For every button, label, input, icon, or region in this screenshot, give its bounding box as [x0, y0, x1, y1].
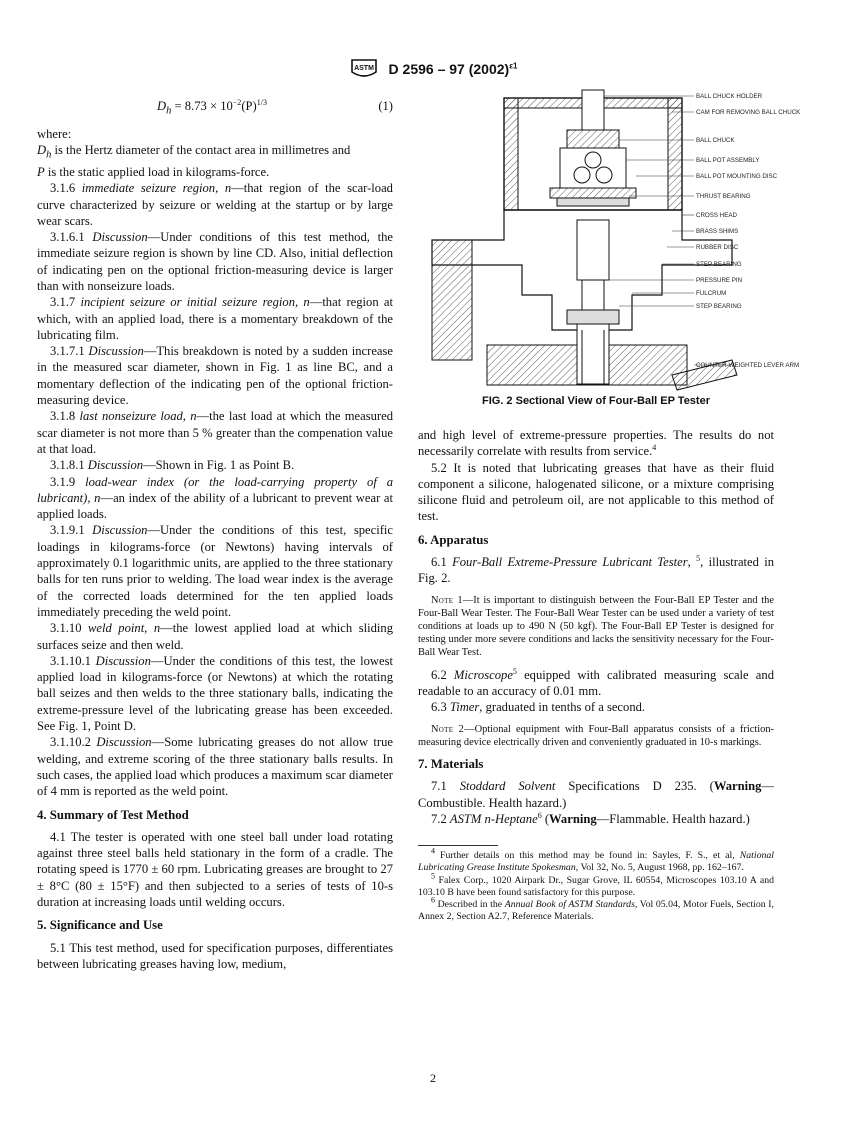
figure-label: CROSS HEAD [696, 212, 737, 219]
section-7-heading: 7. Materials [418, 756, 484, 771]
designation-text: D 2596 – 97 (2002) [388, 61, 510, 77]
stationary-ball-1 [574, 167, 590, 183]
figure-label: RUBBER DISC [696, 244, 739, 251]
where-label: where: [37, 126, 72, 141]
astm-logo-text: ASTM [353, 65, 374, 72]
figure-label: STEP BEARING [696, 261, 742, 268]
def-p-sym: P [37, 164, 45, 179]
note-2: Note 2—Optional equipment with Four-Ball apparatus consists of a friction-measuring device electrically driven and conveniently graduated in 10-s markings. [418, 723, 774, 748]
para-3-1-8-1: 3.1.8.1 Discussion—Shown in Fig. 1 as Point B. [50, 458, 295, 473]
rotating-ball [585, 152, 601, 168]
figure-label: BALL CHUCK [696, 137, 735, 144]
para-5-1: 5.1 This test method, used for specification purposes, differentiates between lubricating greases having low, medium, [37, 940, 393, 971]
para-3-1-10-2: 3.1.10.2 Discussion—Some lubricating greases do not allow true welding, and extreme scoring of the three stationary balls results. In such cases, the applied load which produces a maximum scar diameter of 4 mm is reported as the weld point. [37, 735, 393, 799]
astm-logo [349, 58, 379, 80]
eq-lhs-sub: h [166, 105, 172, 117]
para-3-1-7: 3.1.7 incipient seizure or initial seizure region, n—that region at which, with an applied load, there is a momentary breakdown of the lubricating film. [37, 295, 393, 342]
figure-label: THRUST BEARING [696, 193, 751, 200]
para-6-2: 6.2 Microscope$^5$ equipped with calibrated measuring scale and readable to an accuracy of 0.01 mm. [418, 666, 774, 698]
figure-2-caption: FIG. 2 Sectional View of Four-Ball EP Tester [481, 395, 710, 407]
note-1: Note 1—It is important to distinguish between the Four-Ball EP Tester and the Four-Ball Wear Tester. The Four-Ball Wear Tester can be used under a variety of test conditions at loads up to 490 N (50 kgf). The Four-Ball EP Tester is designed for testing under more severe conditions and lacks the sensitivity necessary for the Four-Ball Wear Test. [418, 594, 774, 659]
figure-label: BALL POT MOUNTING DISC [696, 173, 778, 180]
equation-1 [37, 98, 393, 120]
footnote-rule [418, 845, 498, 846]
figure-label: BALL POT ASSEMBLY [696, 157, 760, 164]
def-dh-sub: h [46, 149, 52, 161]
para-6-3: 6.3 Timer, graduated in tenths of a second. [431, 700, 646, 715]
figure-label: FULCRUM [696, 290, 727, 297]
para-4-1: 4.1 The tester is operated with one steel ball under load rotating against three steel balls held stationary in the form of a cradle. The rotating speed is 1770 ± 60 rpm. Lubricating greases are brought to 27 ± 8°C (80 ± 15°F) and then subjected to a series of tests of 10-s duration at increasing loads until welding occurs. [37, 829, 393, 909]
frame-left [432, 240, 472, 360]
thrust-bearing [557, 198, 629, 206]
eq-mid: (P) [241, 99, 257, 113]
def-p [37, 164, 393, 180]
para-6-1: 6.1 Four-Ball Extreme-Pressure Lubricant Tester, $^5$, illustrated in Fig. 2. [418, 553, 775, 586]
para-3-1-10: 3.1.10 weld point, n—the lowest applied load at which sliding surfaces seize and then weld. [37, 621, 393, 652]
pressure-pin-housing [577, 220, 609, 280]
figure-label: BRASS SHIMS [696, 228, 739, 235]
pressure-pin [582, 280, 604, 310]
para-3-1-8: 3.1.8 last nonseizure load, n—the last load at which the measured scar diameter is not more than 5 % greater than the compenation value at that load. [37, 409, 394, 456]
eq-lhs: D [157, 99, 167, 113]
figure-label: COUNTER-WEIGHTED LEVER ARM [696, 362, 800, 369]
section-6-heading: 6. Apparatus [418, 532, 489, 547]
para-7-1: 7.1 Stoddard Solvent Specifications D 235. (Warning—Combustible. Health hazard.) [418, 779, 775, 810]
designation [389, 61, 518, 77]
step-bearing [567, 310, 619, 324]
stationary-ball-2 [596, 167, 612, 183]
section-4-heading: 4. Summary of Test Method [37, 807, 189, 822]
designation-sup: ε1 [509, 61, 518, 71]
para-3-1-7-1: 3.1.7.1 Discussion—This breakdown is noted by a sudden increase in the measured scar diameter, shown in Fig. 1 as line BC, and a momentary deflection of the indicating pen of the optional friction-measuring device. [37, 344, 394, 408]
figure-label: BALL CHUCK HOLDER [696, 93, 763, 100]
page-number: 2 [430, 1071, 436, 1085]
eq-number: (1) [378, 99, 393, 113]
para-5-2: 5.2 It is noted that lubricating greases that have as their fluid component a silicone, halogenated silicone, or a mixture comprising silicone fluid and petroleum oil, are not applicable to this method of test. [418, 460, 774, 524]
left-column [37, 98, 393, 972]
def-p-text: is the static applied load in kilograms-force. [44, 164, 270, 179]
para-3-1-9-1: 3.1.9.1 Discussion—Under the conditions of this test, specific loadings in kilograms-force (or Newtons) having intervals of approximately 0.1 logarithmic units, are applied to the three stationary balls for ten runs prior to welding. The load wear index is the average of the corrected loads determined for the ten applied loads immediately preceding the weld point. [37, 523, 394, 619]
para-3-1-10-1: 3.1.10.1 Discussion—Under the conditions of this test, the lowest applied load in kilograms-force (or Newtons) at which the rotating ball seizes and then welds to the three stationary balls, indicating the extreme-pressure level of the lubricating grease has been exceeded. See Fig. 1, Point D. [37, 653, 393, 734]
def-dh-sym: D [37, 143, 47, 158]
housing-left-wall [504, 98, 518, 210]
page-header [0, 58, 866, 80]
para-5-1-cont: and high level of extreme-pressure properties. The results do not necessarily correlate with results from service.$^4$ [418, 428, 774, 459]
eq-exp1: −2 [232, 97, 242, 107]
ball-chuck [567, 130, 619, 148]
figure-labels [696, 93, 801, 369]
para-3-1-6: 3.1.6 immediate seizure region, n—that region of the scar-load curve characterized by seizure or welding at the startup or by large wear scars. [37, 181, 393, 228]
mounting-disc [550, 188, 636, 198]
figure-label: CAM FOR REMOVING BALL CHUCK [696, 109, 801, 116]
para-7-2: 7.2 ASTM n-Heptane$^6$ (Warning—Flammable. Health hazard.) [431, 810, 750, 826]
footnote-6: $^6$ Described in the Annual Book of ASTM Standards, Vol 05.04, Motor Fuels, Section I, Annex 2, Section A2.7, Reference Materials. [418, 895, 774, 923]
figure-label: PRESSURE PIN [696, 277, 743, 284]
eq-rhs: = 8.73 × 10 [171, 99, 233, 113]
eq-exp2: 1/3 [256, 97, 267, 107]
footnote-4: $^4$ Further details on this method may be found in: Sayles, F. S., et al, National Lubricating Grease Institute Spokesman, Vol 32, No. 5, August 1968, pp. 162–167. [418, 846, 774, 874]
housing-right-wall [668, 98, 682, 210]
spindle [582, 90, 604, 130]
section-5-heading: 5. Significance and Use [37, 918, 163, 933]
figure-2-sectional-view [432, 90, 801, 396]
para-3-1-9: 3.1.9 load-wear index (or the load-carrying property of a lubricant), n—an index of the ability of a lubricant to prevent wear at applied loads. [37, 474, 394, 522]
para-3-1-6-1: 3.1.6.1 Discussion—Under conditions of this test method, the immediate seizure region is shown by line CD. Also, initial deflection of indicating pen on the optional friction-measuring device is larger than with nonseizure loads. [37, 230, 393, 293]
def-dh [37, 142, 393, 164]
figure-label: STEP BEARING [696, 303, 742, 310]
right-column [418, 427, 774, 923]
def-dh-text: is the Hertz diameter of the contact area in millimetres and [51, 143, 351, 158]
footnote-5: $^5$ Falex Corp., 1020 Airpark Dr., Sugar Grove, IL 60554, Microscopes 103.10 A and 103.10 B have been found satisfactory for this purpose. [418, 871, 774, 898]
